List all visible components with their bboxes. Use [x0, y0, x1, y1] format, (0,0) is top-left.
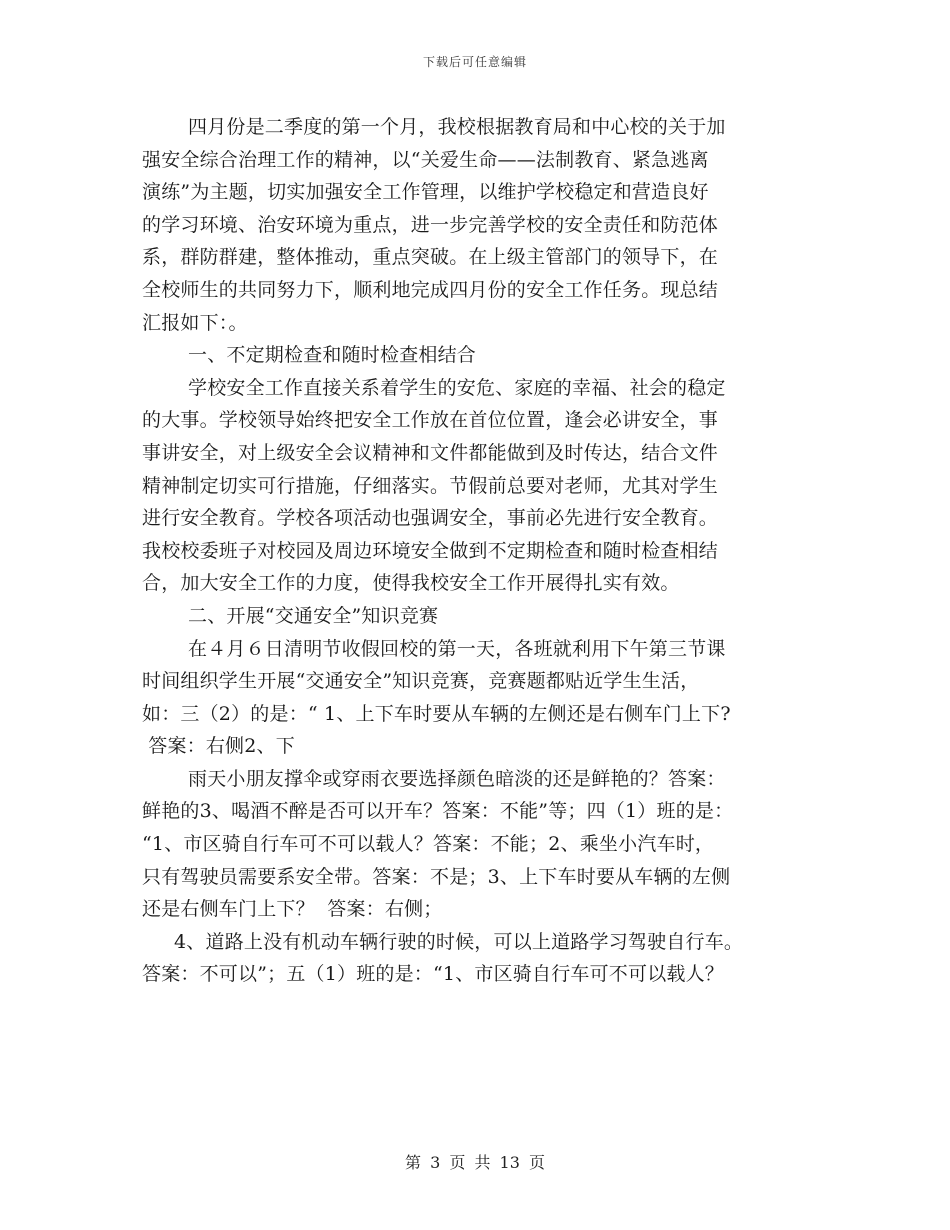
paragraph-line: 精神制定切实可行措施，仔细落实。节假前总要对老师，尤其对学生 — [142, 474, 719, 497]
paragraph-line: 还是右侧车门上下？ 答案：右侧； — [142, 898, 443, 921]
paragraph-line: 学校安全工作直接关系着学生的安危、家庭的幸福、社会的稳定 — [188, 376, 726, 399]
section-heading: 一、不定期检查和随时检查相结合 — [188, 344, 477, 367]
paragraph-line: 在４月６日清明节收假回校的第一天，各班就利用下午第三节课 — [188, 637, 726, 660]
paragraph-line: 4、道路上没有机动车辆行驶的时候，可以上道路学习驾驶自行车。 — [174, 930, 744, 953]
paragraph-line: 进行安全教育。学校各项活动也强调安全，事前必先进行安全教育。 — [142, 507, 719, 530]
paragraph-line: 的大事。学校领导始终把安全工作放在首位位置，逢会必讲安全，事 — [142, 409, 719, 432]
page-footer: 第 3 页 共 13 页 — [405, 1153, 545, 1172]
paragraph-line: 演练”为主题，切实加强安全工作管理，以维护学校稳定和营造良好 — [142, 181, 709, 204]
paragraph-line: 汇报如下：。 — [142, 311, 248, 334]
paragraph-line: 事讲安全，对上级安全会议精神和文件都能做到及时传达，结合文件 — [142, 441, 719, 464]
paragraph-line: 时间组织学生开展“交通安全”知识竞赛，竞赛题都贴近学生生活， — [142, 670, 700, 693]
document-body — [142, 111, 822, 991]
paragraph-line: 合，加大安全工作的力度，使得我校安全工作开展得扎实有效。 — [142, 572, 680, 595]
page-header: 下载后可任意编辑 — [422, 55, 527, 69]
paragraph-line: 鲜艳的3、喝酒不醉是否可以开车？答案：不能”等；四（1）班的是： — [142, 800, 734, 823]
paragraph-line: “1、市区骑自行车可不可以载人？答案：不能；2、乘坐小汽车时， — [142, 833, 715, 856]
paragraph-line: 系，群防群建，整体推动，重点突破。在上级主管部门的领导下，在 — [142, 246, 719, 269]
section-heading: 二、开展“交通安全”知识竞赛 — [188, 604, 439, 627]
paragraph-line: 我校校委班子对校园及周边环境安全做到不定期检查和随时检查相结 — [142, 539, 719, 562]
paragraph-line: 四月份是二季度的第一个月，我校根据教育局和中心校的关于加 — [188, 116, 726, 138]
paragraph-line: 的学习环境、治安环境为重点，进一步完善学校的安全责任和防范体 — [142, 213, 719, 236]
paragraph-line: 全校师生的共同努力下，顺利地完成四月份的安全工作任务。现总结 — [142, 278, 719, 301]
paragraph-line: 答案：不可以”；五（1）班的是：“1、市区骑自行车可不可以载人？ — [142, 963, 725, 986]
paragraph-line: 如：三（2）的是：“ 1、上下车时要从车辆的左侧还是右侧车门上下? — [142, 702, 731, 725]
paragraph-line: 雨天小朋友撑伞或穿雨衣要选择颜色暗淡的还是鲜艳的？答案： — [188, 767, 726, 790]
paragraph-line: 只有驾驶员需要系安全带。答案：不是；3、上下车时要从车辆的左侧 — [142, 865, 731, 888]
paragraph-line: 强安全综合治理工作的精神，以“关爱生命——法制教育、紧急逃离 — [142, 148, 709, 171]
paragraph-line: 答案：右侧2、下 — [142, 735, 295, 758]
